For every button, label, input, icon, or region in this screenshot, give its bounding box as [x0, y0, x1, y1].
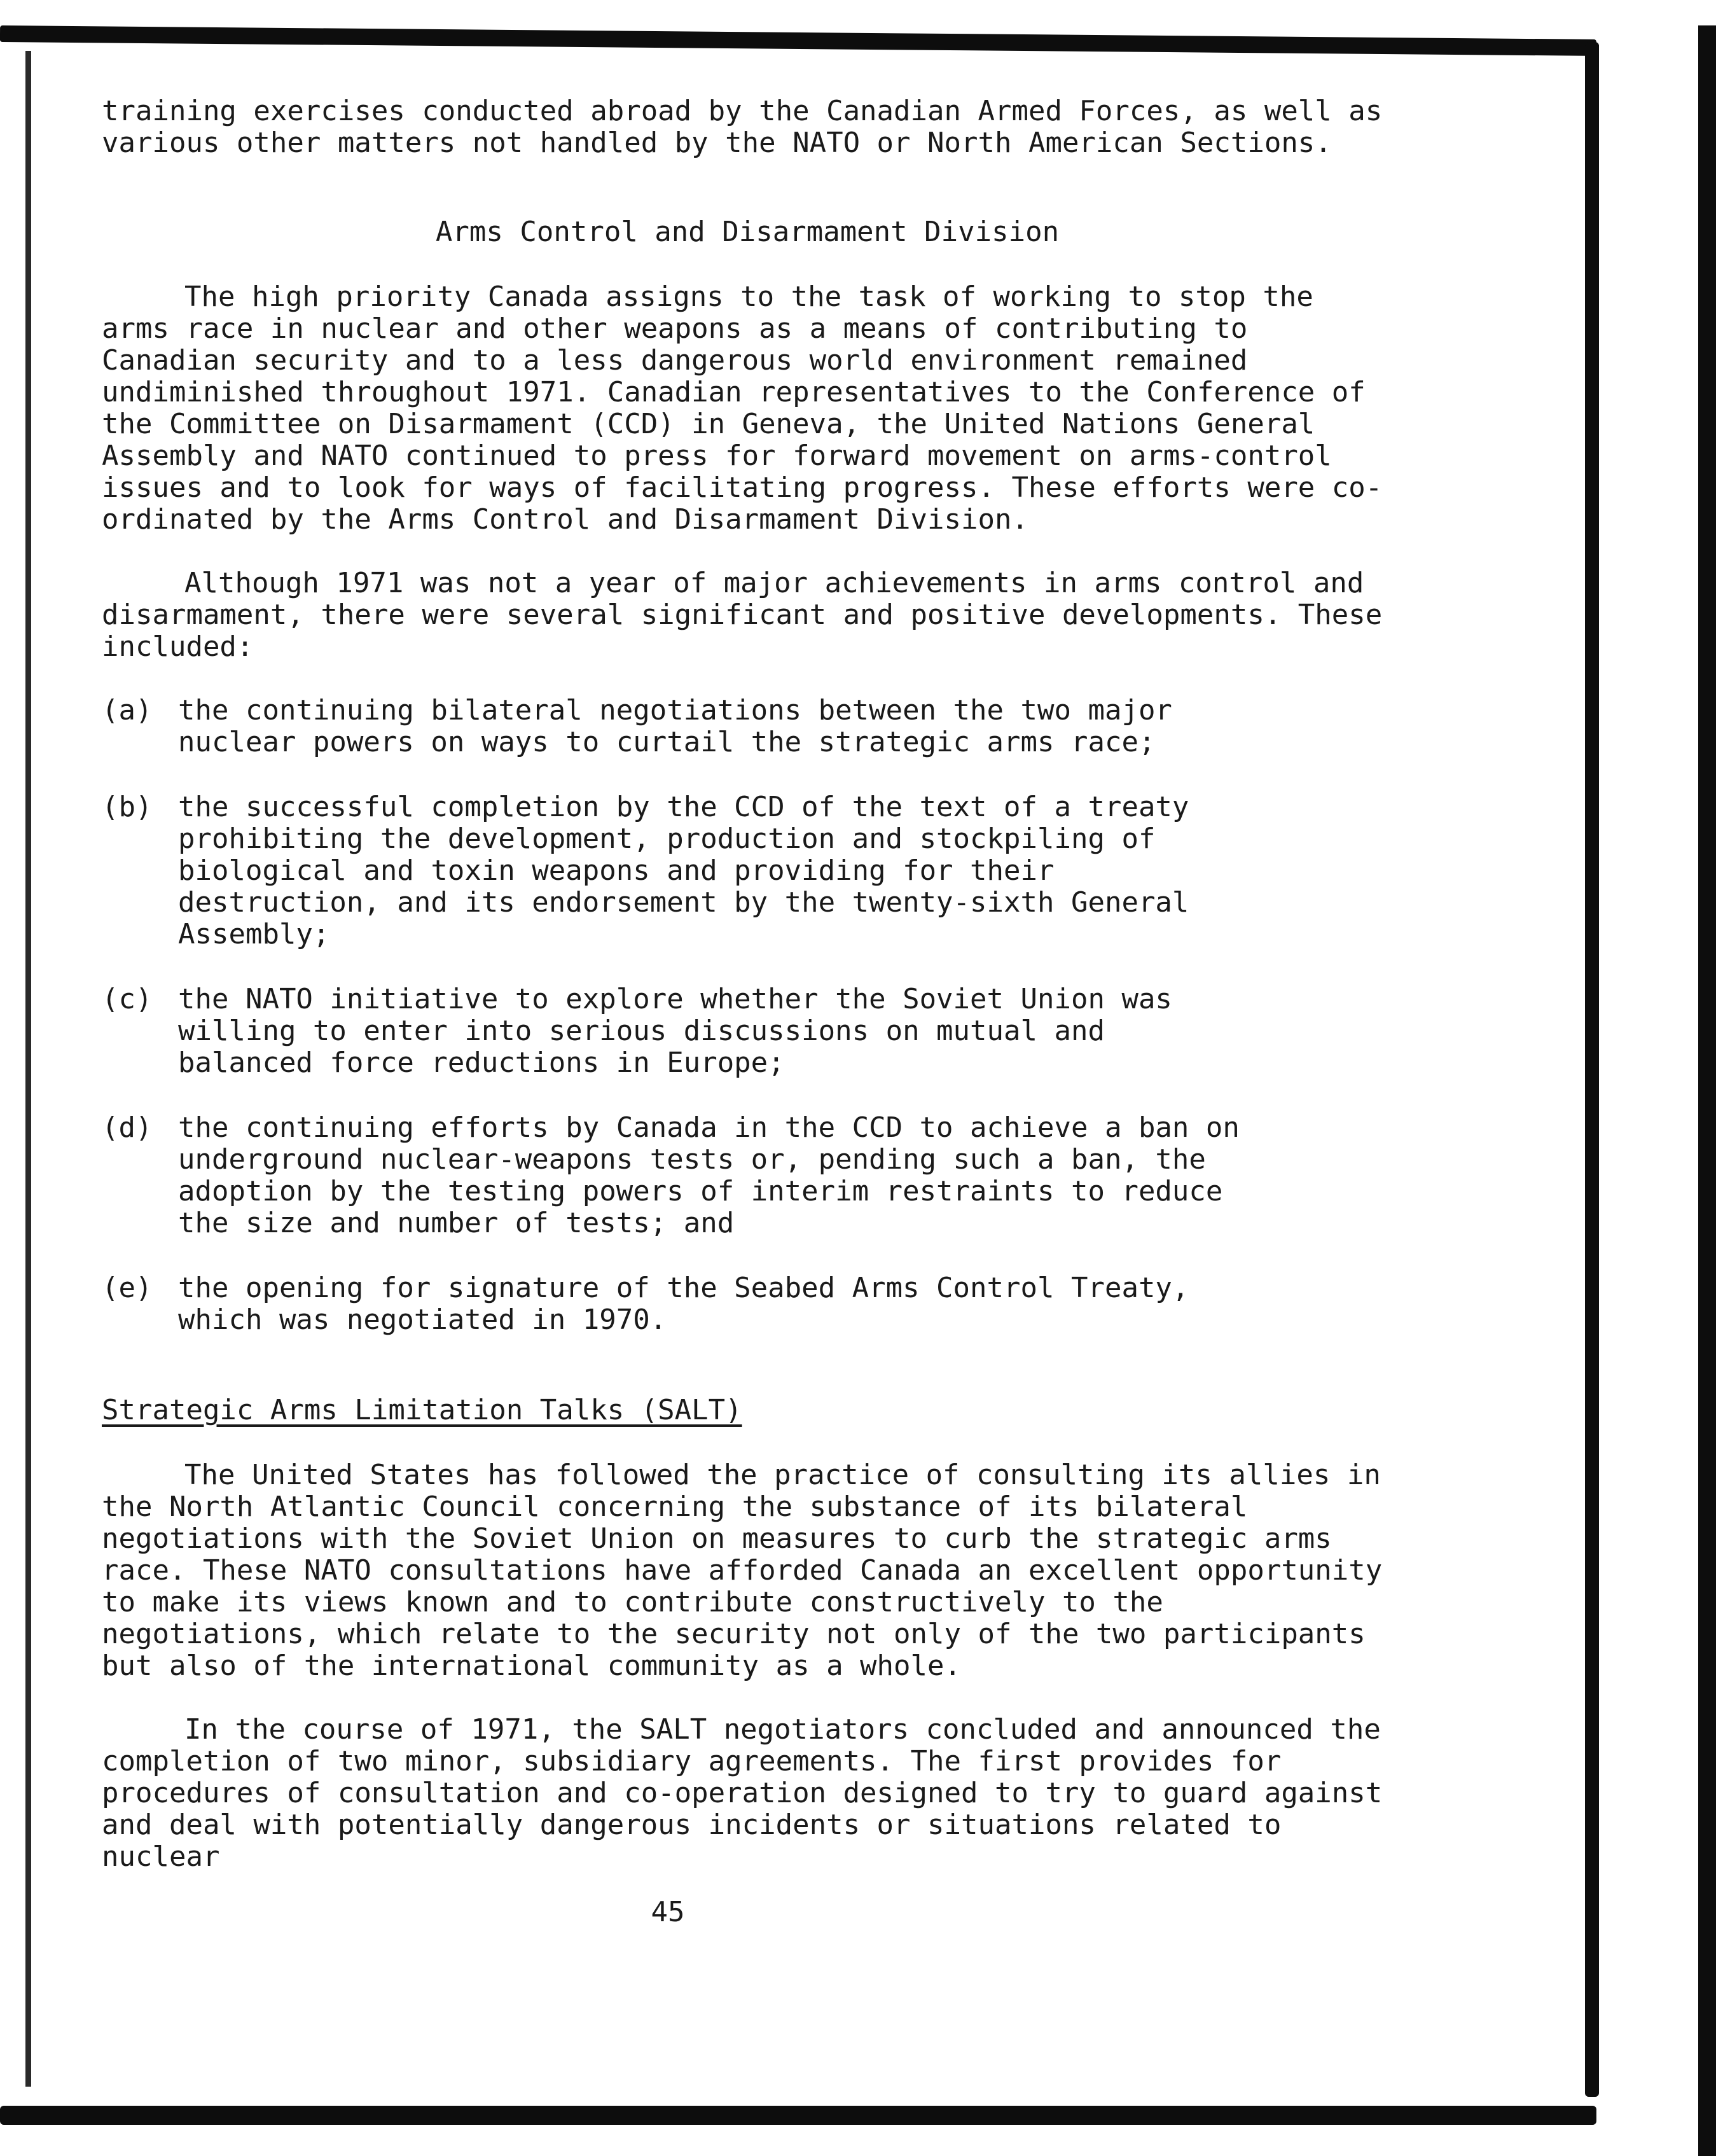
list-item: [102, 791, 1393, 950]
list-item-text: the continuing bilateral negotiations between the two major nuclear powers on ways to curtail the strategic arms race;: [178, 694, 1172, 758]
list-item: [102, 695, 1393, 758]
division-title: Arms Control and Disarmament Division: [435, 216, 1060, 248]
next-page-edge: [1698, 25, 1716, 2156]
list-item: [102, 984, 1393, 1079]
lead-paragraph: training exercises conducted abroad by the Canadian Armed Forces, as well as various other matters not handled by the NATO or North American Sections.: [102, 95, 1383, 159]
list-item-text: the continuing efforts by Canada in the CCD to achieve a ban on underground nuclear-weapons tests or, pending such a ban, the adoption by the testing powers of interim restraints to reduce the size and number of tests; and: [178, 1111, 1240, 1239]
paragraph-priority: The high priority Canada assigns to the task of working to stop the arms race in nuclear and other weapons as a means of contributing to Canadian security and to a less dangerous world environment remained undiminished throughout 1971. Canadian representatives to the Conference of the Committee on Disarmament (CCD) in Geneva, the United Nations General Assembly and NATO continued to press for forward movement on arms-control issues and to look for ways of facilitating progress. These efforts were co-ordinated by the Arms Control and Disarmament Division.: [102, 281, 1383, 536]
paragraph-developments: Although 1971 was not a year of major achievements in arms control and disarmament, there were several significant and positive developments. These included:: [102, 567, 1383, 663]
list-item-text: the successful completion by the CCD of the text of a treaty prohibiting the development, production and stockpiling of biological and toxin weapons and providing for their destruction, and its endorsement by the twenty-sixth General Assembly;: [178, 791, 1189, 950]
paragraph-consultations: The United States has followed the practice of consulting its allies in the North Atlantic Council concerning the substance of its bilateral negotiations with the Soviet Union on measures to curb the strategic arms race. These NATO consultations have afforded Canada an excellent opportunity to make its views known and to contribute constructively to the negotiations, which relate to the security not only of the two participants but also of the international community as a whole.: [102, 1459, 1383, 1682]
list-item: [102, 1112, 1393, 1239]
document-body: [102, 95, 1393, 1905]
list-marker: (a): [102, 694, 153, 727]
list-item-text: the NATO initiative to explore whether the Soviet Union was willing to enter into serious discussions on mutual and balanced force reductions in Europe;: [178, 983, 1172, 1079]
developments-list: [102, 695, 1393, 1336]
list-marker: (b): [102, 791, 153, 823]
scan-border-right: [1585, 42, 1599, 2097]
list-marker: (e): [102, 1272, 153, 1304]
list-marker: (d): [102, 1111, 153, 1144]
section-heading-salt: Strategic Arms Limitation Talks (SALT): [102, 1394, 742, 1426]
scan-border-bottom: [0, 2106, 1596, 2125]
paragraph-agreements: In the course of 1971, the SALT negotiators concluded and announced the completion of two minor, subsidiary agreements. The first provides for procedures of consultation and co-operation designed to try to guard against and deal with potentially dangerous incidents or situations related to nuclear: [102, 1713, 1383, 1873]
page-number: 45: [651, 1896, 685, 1928]
list-item-text: the opening for signature of the Seabed Arms Control Treaty, which was negotiated in 1970.: [178, 1272, 1189, 1336]
scan-border-left: [25, 51, 31, 2087]
list-marker: (c): [102, 983, 153, 1015]
list-item: [102, 1272, 1393, 1336]
scan-border-top: [0, 25, 1596, 56]
